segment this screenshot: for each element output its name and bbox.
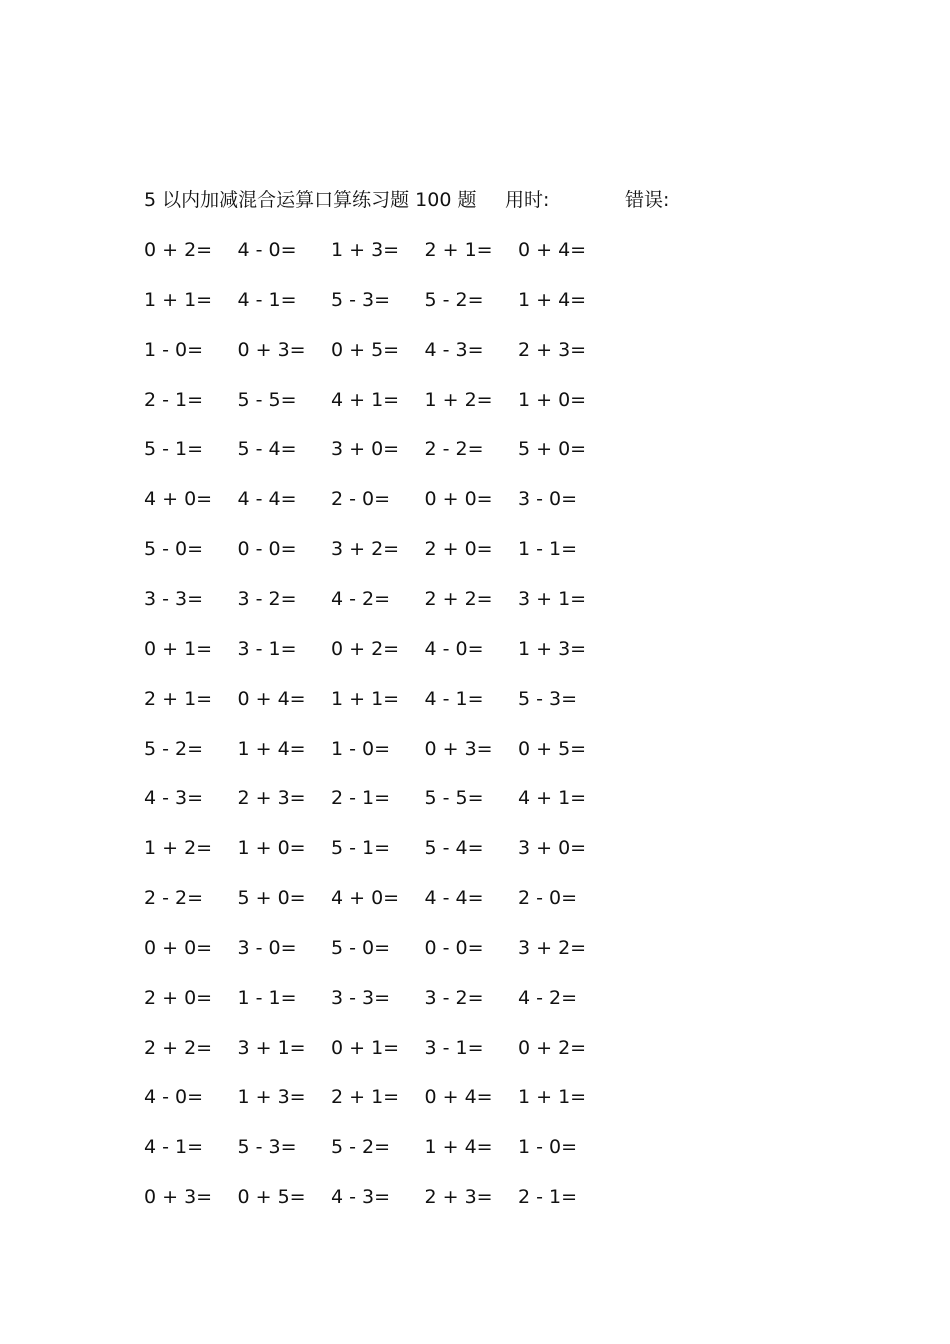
problem-item: 4 - 2= xyxy=(331,587,391,610)
problem-item: 0 + 5= xyxy=(331,338,400,361)
problem-row xyxy=(144,1182,624,1212)
problem-item: 3 - 2= xyxy=(237,587,297,610)
problem-item: 1 - 0= xyxy=(331,737,391,760)
problem-item: 0 + 3= xyxy=(144,1186,213,1209)
problem-item: 5 - 5= xyxy=(424,787,484,810)
problem-item: 3 + 2= xyxy=(331,538,400,561)
problem-row xyxy=(144,285,624,315)
problem-row xyxy=(144,734,624,764)
problem-item: 0 + 3= xyxy=(237,338,306,361)
problem-item: 5 - 2= xyxy=(144,737,204,760)
problem-row xyxy=(144,783,624,813)
problem-row xyxy=(144,634,624,664)
problem-item: 2 + 0= xyxy=(424,538,493,561)
problem-row xyxy=(144,883,624,913)
error-count-label: 错误: xyxy=(625,189,670,211)
problem-row xyxy=(144,684,624,714)
problem-item: 2 + 3= xyxy=(518,338,587,361)
problem-item: 4 - 3= xyxy=(424,338,484,361)
problem-item: 0 + 4= xyxy=(237,687,306,710)
problem-item: 4 - 1= xyxy=(237,288,297,311)
problem-item: 3 + 0= xyxy=(331,438,400,461)
problem-item: 2 + 1= xyxy=(144,687,213,710)
problem-item: 5 - 4= xyxy=(237,438,297,461)
problem-item: 3 + 0= xyxy=(518,837,587,860)
problem-item: 4 - 4= xyxy=(424,887,484,910)
problem-item: 3 + 2= xyxy=(518,936,587,959)
problem-item: 1 + 0= xyxy=(518,388,587,411)
problem-row xyxy=(144,1082,624,1112)
problem-item: 5 + 0= xyxy=(518,438,587,461)
problem-item: 4 + 0= xyxy=(144,488,213,511)
problem-item: 5 - 1= xyxy=(144,438,204,461)
problem-item: 5 - 4= xyxy=(424,837,484,860)
problem-item: 2 - 1= xyxy=(331,787,391,810)
problem-item: 3 - 2= xyxy=(424,986,484,1009)
problem-row xyxy=(144,534,624,564)
problem-item: 5 - 5= xyxy=(237,388,297,411)
problem-item: 4 - 1= xyxy=(144,1136,204,1159)
problem-row xyxy=(144,983,624,1013)
worksheet-title: 5 以内加减混合运算口算练习题 100 题 xyxy=(144,189,477,211)
problem-item: 1 + 4= xyxy=(518,288,587,311)
problem-item: 5 + 0= xyxy=(237,887,306,910)
problem-item: 3 + 1= xyxy=(237,1036,306,1059)
time-used-label: 用时: xyxy=(505,189,550,211)
problem-item: 3 - 0= xyxy=(518,488,578,511)
problem-item: 2 - 0= xyxy=(331,488,391,511)
problem-item: 4 - 0= xyxy=(424,637,484,660)
problem-item: 4 - 2= xyxy=(518,986,578,1009)
problem-item: 1 + 3= xyxy=(518,637,587,660)
problem-item: 4 - 1= xyxy=(424,687,484,710)
problem-item: 1 + 1= xyxy=(144,288,213,311)
problem-row xyxy=(144,584,624,614)
problem-item: 3 - 3= xyxy=(331,986,391,1009)
problem-item: 1 - 0= xyxy=(518,1136,578,1159)
problem-item: 4 - 0= xyxy=(237,239,297,261)
problem-item: 2 - 0= xyxy=(518,887,578,910)
problem-item: 0 + 1= xyxy=(331,1036,400,1059)
problem-row xyxy=(144,1033,624,1063)
problem-item: 3 + 1= xyxy=(518,587,587,610)
problem-item: 4 - 4= xyxy=(237,488,297,511)
problem-item: 5 - 0= xyxy=(144,538,204,561)
problem-item: 0 - 0= xyxy=(237,538,297,561)
problem-item: 1 + 1= xyxy=(518,1086,587,1109)
problem-item: 5 - 3= xyxy=(518,687,578,710)
problem-item: 2 - 1= xyxy=(144,388,204,411)
problem-item: 0 + 2= xyxy=(331,637,400,660)
problem-item: 4 - 0= xyxy=(144,1086,204,1109)
problem-item: 0 + 5= xyxy=(518,737,587,760)
problem-item: 2 + 3= xyxy=(237,787,306,810)
problem-item: 0 + 1= xyxy=(144,637,213,660)
problem-item: 4 + 0= xyxy=(331,887,400,910)
problem-item: 5 - 0= xyxy=(331,936,391,959)
problem-item: 4 + 1= xyxy=(518,787,587,810)
problem-item: 1 - 0= xyxy=(144,338,204,361)
problem-item: 2 + 0= xyxy=(144,986,213,1009)
problem-item: 2 - 2= xyxy=(144,887,204,910)
problem-item: 2 + 2= xyxy=(424,587,493,610)
problem-item: 2 + 1= xyxy=(331,1086,400,1109)
problem-item: 1 + 4= xyxy=(237,737,306,760)
problem-row xyxy=(144,484,624,514)
problem-item: 5 - 3= xyxy=(237,1136,297,1159)
problem-item: 2 - 1= xyxy=(518,1186,578,1209)
problem-row xyxy=(144,833,624,863)
problem-row xyxy=(144,933,624,963)
problem-row xyxy=(144,1132,624,1162)
problem-row xyxy=(144,335,624,365)
problem-item: 3 - 1= xyxy=(237,637,297,660)
problem-item: 0 + 5= xyxy=(237,1186,306,1209)
problem-item: 3 - 0= xyxy=(237,936,297,959)
problem-item: 1 - 1= xyxy=(237,986,297,1009)
problem-item: 5 - 2= xyxy=(424,288,484,311)
problem-item: 4 - 3= xyxy=(144,787,204,810)
problem-item: 2 + 2= xyxy=(144,1036,213,1059)
problem-item: 0 + 4= xyxy=(518,239,587,261)
problem-item: 0 + 0= xyxy=(424,488,493,511)
problem-row xyxy=(144,385,624,415)
problem-item: 1 + 2= xyxy=(424,388,493,411)
problem-item: 1 + 3= xyxy=(331,239,400,261)
problem-item: 0 + 0= xyxy=(144,936,213,959)
problem-item: 5 - 2= xyxy=(331,1136,391,1159)
problem-item: 0 + 3= xyxy=(424,737,493,760)
problem-item: 0 + 2= xyxy=(144,239,213,261)
problem-item: 2 + 3= xyxy=(424,1186,493,1209)
problem-item: 0 + 2= xyxy=(518,1036,587,1059)
problem-row xyxy=(144,434,624,464)
problem-item: 3 - 3= xyxy=(144,587,204,610)
problem-item: 4 - 3= xyxy=(331,1186,391,1209)
problem-item: 5 - 3= xyxy=(331,288,391,311)
problem-item: 1 + 2= xyxy=(144,837,213,860)
problem-item: 5 - 1= xyxy=(331,837,391,860)
problem-row xyxy=(144,235,624,265)
problem-item: 1 + 0= xyxy=(237,837,306,860)
problem-item: 4 + 1= xyxy=(331,388,400,411)
problem-item: 1 - 1= xyxy=(518,538,578,561)
problem-item: 0 + 4= xyxy=(424,1086,493,1109)
problem-item: 1 + 3= xyxy=(237,1086,306,1109)
problem-item: 2 - 2= xyxy=(424,438,484,461)
problem-item: 2 + 1= xyxy=(424,239,493,261)
problem-item: 0 - 0= xyxy=(424,936,484,959)
problem-item: 1 + 1= xyxy=(331,687,400,710)
problem-item: 1 + 4= xyxy=(424,1136,493,1159)
problem-item: 3 - 1= xyxy=(424,1036,484,1059)
